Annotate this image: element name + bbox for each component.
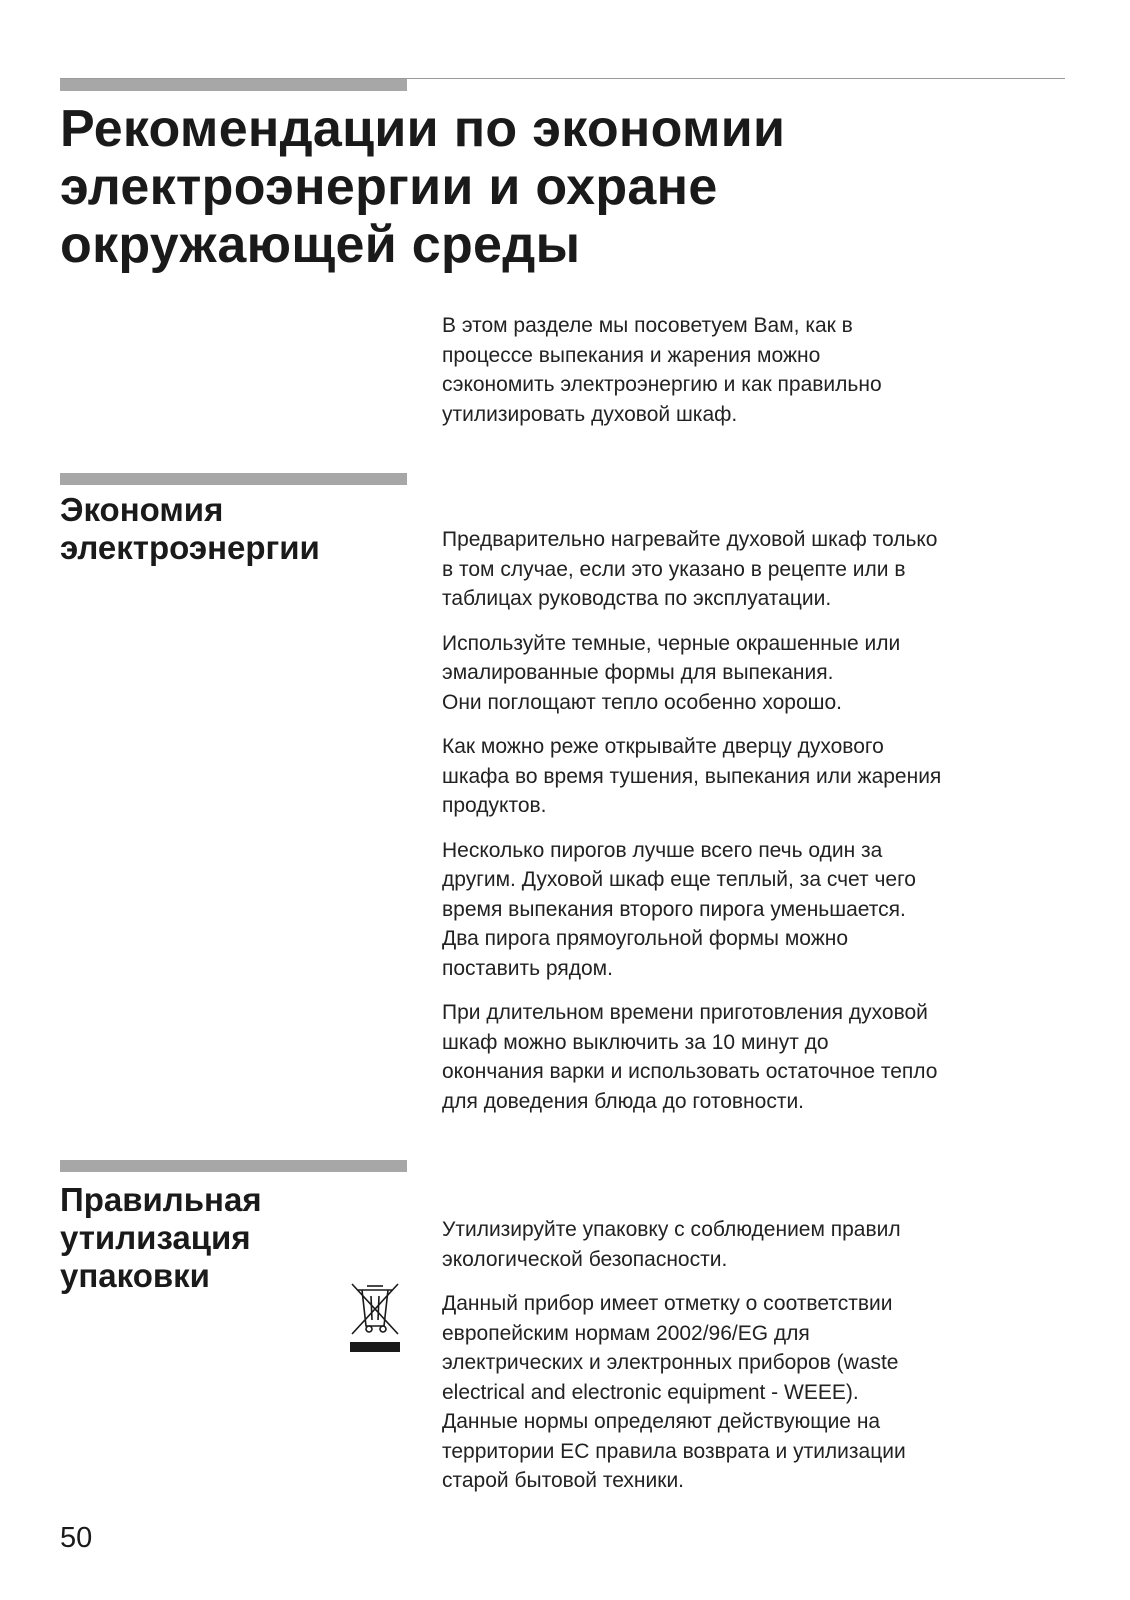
packaging-section-bar: [60, 1160, 407, 1172]
energy-paragraph: Используйте темные, черные окрашенные или эмалированные формы для выпекания. Они поглощают тепло особенно хорошо.: [442, 631, 901, 714]
packaging-section-body: [442, 1215, 1082, 1511]
energy-paragraph: Несколько пирогов лучше всего печь один за другим. Духовой шкаф еще теплый, за счет чего время выпекания второго пирога уменьшается. Два пирога прямоугольной формы можно поставить рядом.: [442, 838, 916, 980]
intro-block: [442, 311, 1082, 444]
energy-section-bar: [60, 473, 407, 485]
page-number: 50: [60, 1522, 93, 1554]
energy-paragraph: Как можно реже открывайте дверцу духового шкафа во время тушения, выпекания или жарения продуктов.: [442, 735, 942, 817]
energy-paragraph: Предварительно нагревайте духовой шкаф только в том случае, если это указано в рецепте или в таблицах руководства по эксплуатации.: [442, 528, 938, 610]
packaging-paragraph: Данный прибор имеет отметку о соответствии европейским нормам 2002/96/EG для электрических и электронных приборов (waste electrical and electronic equipment - WEEE). Данные нормы определяют действующие на территории ЕС правила возврата и утилизации старой бытовой техники.: [442, 1292, 906, 1492]
weee-crossed-bin-icon: [350, 1280, 400, 1354]
energy-section-heading: Экономия электроэнергии: [60, 491, 320, 566]
energy-section-body: [442, 525, 1082, 1131]
packaging-section-heading: Правильная утилизация упаковки: [60, 1181, 262, 1294]
intro-paragraph: В этом разделе мы посоветуем Вам, как в процессе выпекания и жарения можно сэкономить электроэнергию и как правильно утилизировать духовой шкаф.: [442, 314, 882, 426]
header-accent-bar: [60, 79, 407, 91]
packaging-paragraph: Утилизируйте упаковку с соблюдением правил экологической безопасности.: [442, 1218, 901, 1271]
energy-paragraph: При длительном времени приготовления духовой шкаф можно выключить за 10 минут до окончания варки и использовать остаточное тепло для доведения блюда до готовности.: [442, 1001, 938, 1113]
page-title: Рекомендации по экономии электроэнергии и охране окружающей среды: [60, 100, 786, 274]
